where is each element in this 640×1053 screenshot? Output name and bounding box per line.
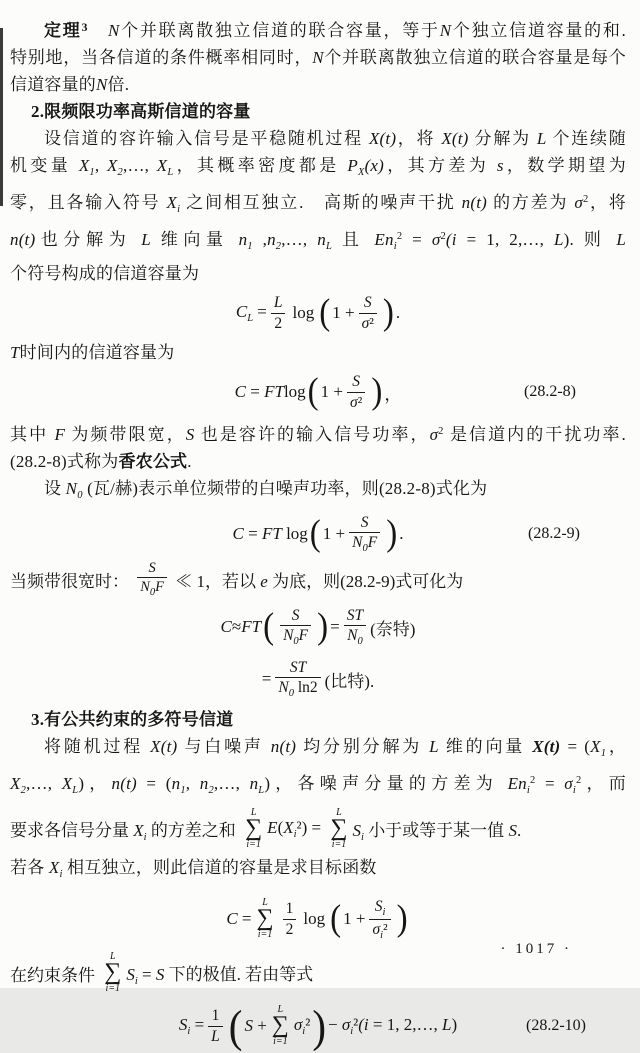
- equation-number: (28.2-10): [526, 1017, 586, 1035]
- fraction: [283, 899, 297, 939]
- fraction: [369, 897, 390, 942]
- left-paren: (: [307, 371, 319, 412]
- right-paren: ): [317, 606, 329, 647]
- fraction-numerator: S: [363, 294, 372, 312]
- formula-28-2-8: [10, 369, 626, 415]
- para2-line4: n(t)也分解为 L 维向量 $n_1$ $,n_2,\dots$, $n_L$ 且 $En_i^2 = \sigma^2(i = 1$, 2,…, L). 则 L: [10, 230, 627, 252]
- fraction-numerator: S: [352, 373, 361, 391]
- sum-upper-limit: L: [277, 1004, 284, 1016]
- sum-upper-limit: L: [250, 807, 257, 819]
- formula-tail: .: [395, 303, 401, 322]
- fraction: [347, 372, 365, 412]
- para2-line3: 零，且各输入符号 $X_i$ 之间相互独立. 高斯的噪声干扰 n(t) 的方差为 $\sigma^2$，将: [10, 193, 626, 215]
- line-text: $S_i$ 小于或等于某一值 S.: [352, 820, 522, 843]
- left-paren: (: [330, 898, 342, 939]
- fraction-numerator: L: [273, 294, 283, 312]
- sigma-icon: ∑: [104, 959, 122, 986]
- summation-symbol: [330, 808, 347, 850]
- theorem3-line1: 定理$^3$ N个并联离散独立信道的联合容量，等于N个独立信道容量的和.: [44, 20, 627, 40]
- formula-inner: 1 +: [343, 909, 366, 929]
- wideband-condition-line: [10, 559, 626, 599]
- right-paren: ): [382, 292, 394, 333]
- sigma-icon: ∑: [256, 905, 274, 932]
- formula-inner: S +: [244, 1016, 267, 1036]
- fraction-denominator: σ²: [347, 392, 365, 412]
- sigma-icon: ∑: [271, 1012, 289, 1039]
- line-text: 要求各信号分量 $X_i$ 的方差之和: [10, 820, 241, 843]
- log-operator: log: [292, 303, 315, 322]
- fraction-numerator: 1: [285, 900, 294, 918]
- right-paren: ): [312, 999, 326, 1052]
- line-text: ≪ 1，若以 e 为底，则(28.2-9)式可化为: [171, 571, 464, 591]
- theorem3-line3: 信道容量的N倍.: [10, 75, 130, 94]
- para3-line2-shannon: (28.2-8)式称为香农公式.: [10, 452, 192, 471]
- formula-lhs: C≈FT: [220, 617, 262, 637]
- line-text: 在约束条件: [10, 965, 100, 985]
- right-paren: ): [396, 898, 408, 939]
- summation-symbol: [272, 1005, 289, 1047]
- fraction-numerator: S: [360, 513, 369, 531]
- formula-inner: 1 +: [322, 524, 346, 543]
- fraction-numerator: 1: [211, 1007, 220, 1025]
- line-text: $S_i = S$ 下的极值. 若由等式: [126, 964, 314, 987]
- formula-tail: ，: [384, 384, 402, 404]
- fraction-denominator: $N_0F$: [280, 625, 311, 648]
- formula-lhs: C =: [226, 909, 252, 929]
- fraction: [349, 513, 380, 556]
- fraction: [344, 606, 366, 649]
- formula-tail: .: [399, 524, 404, 543]
- left-paren: (: [228, 999, 243, 1052]
- left-paren: (: [309, 513, 321, 554]
- fraction-numerator: ST: [289, 659, 307, 676]
- para5-line2: $X_2,\dots$, $X_L$)，$n(t) = (n_1$, $n_2,\dots$, $n_L$)，各噪声分量的方差为 $En_i^2 = \sigma_i^2$，而: [10, 774, 627, 797]
- fraction-numerator: S: [291, 607, 300, 624]
- summation-symbol: [257, 898, 274, 940]
- fraction-denominator: $N_0F$: [137, 577, 167, 599]
- fraction-denominator: $N_0F$: [349, 532, 380, 555]
- formula-lhs: C = FT log: [232, 524, 308, 543]
- equation-number: (28.2-8): [524, 383, 576, 400]
- fraction-denominator: $\sigma_i^2$: [369, 919, 390, 942]
- formula-post: − $\sigma_i^2(i = 1$, 2,…, L): [327, 1015, 458, 1038]
- fraction-denominator: L: [208, 1026, 223, 1046]
- sum-upper-limit: L: [262, 897, 268, 909]
- sigma-icon: ∑: [330, 815, 348, 842]
- section3-heading: 3.有公共约束的多符号信道: [31, 710, 234, 730]
- formula-lhs: =: [261, 669, 272, 689]
- left-paren: (: [263, 606, 275, 647]
- sum-argument: $\sigma_i^2$: [293, 1015, 311, 1038]
- para3-line1: 其中 F 为频带限宽，S 也是容许的输入信号功率，$\sigma^2$ 是信道内的干扰功率.: [10, 425, 626, 444]
- sum-lower-limit: i=1: [273, 1036, 288, 1048]
- fraction: [271, 293, 286, 333]
- formula-mid: =: [330, 617, 340, 637]
- fraction: [280, 606, 311, 649]
- sum-lower-limit: i=1: [246, 839, 261, 851]
- formula-capacity-objective: [10, 891, 626, 947]
- unit-label-nats: (奈特): [370, 619, 416, 639]
- fraction-numerator: S: [148, 560, 156, 576]
- line-t-duration: T时间内的信道容量为: [10, 343, 175, 362]
- sigma-icon: ∑: [245, 815, 263, 842]
- equation-number: (28.2-9): [528, 525, 580, 542]
- formula-28-2-9: [10, 512, 626, 556]
- formula-cl: [10, 290, 626, 336]
- formula-inner: 1 +: [332, 303, 355, 322]
- right-paren: ): [386, 513, 398, 554]
- formula-bits: [10, 655, 626, 703]
- section2-heading: 2.限频限功率高斯信道的容量: [31, 102, 251, 121]
- para2-line5: 个符号构成的信道容量为: [10, 264, 200, 283]
- summation-symbol: [104, 952, 121, 994]
- theorem3-line2: 特别地，当各信道的条件概率相同时，N个并联离散独立信道的联合容量是每个: [10, 48, 627, 67]
- sum-lower-limit: i=1: [105, 983, 121, 995]
- line-text: $E(X_i^2)$ =: [267, 818, 326, 841]
- formula-lhs: $S_i$ =: [178, 1015, 205, 1038]
- formula-approx-nats: [10, 602, 626, 652]
- left-paren: (: [319, 292, 331, 333]
- sum-upper-limit: L: [110, 951, 116, 963]
- formula-inner: 1 +: [320, 382, 344, 401]
- line-text: 当频带很宽时：: [10, 571, 134, 591]
- sum-upper-limit: L: [336, 807, 342, 819]
- para2-line1: 设信道的容许输入信号是平稳随机过程 X(t)，将 X(t) 分解为 L 个连续随: [44, 129, 627, 148]
- log-operator: log: [303, 909, 326, 929]
- fraction-denominator: 2: [283, 919, 297, 939]
- fraction-denominator: $N_0$: [344, 625, 366, 648]
- para5-line1: 将随机过程 X(t) 与白噪声 n(t) 均分别分解为 L 维的向量 $X(t) = (X_1$，: [44, 737, 627, 760]
- right-paren: ): [371, 371, 383, 412]
- sum-lower-limit: i=1: [257, 929, 273, 941]
- para6-line1: 若各 $X_i$ 相互独立，则此信道的容量是求目标函数: [10, 858, 377, 881]
- fraction: [208, 1006, 223, 1046]
- formula-28-2-10: [10, 999, 626, 1053]
- page-number: · 1017 ·: [500, 941, 572, 957]
- fraction-denominator: $N_0$ ln2: [275, 677, 320, 700]
- formula-lhs: C = FTlog: [234, 382, 306, 401]
- formula-lhs: $C_L$ =: [235, 302, 267, 324]
- fraction: [137, 559, 167, 599]
- para2-line2: 机变量 $X_1$, $X_2,\dots$, $X_L$，其概率密度都是 $P_X(x)$，其方差为 s，数学期望为: [10, 156, 626, 178]
- fraction-denominator: σ²: [359, 313, 377, 333]
- fraction-denominator: 2: [271, 313, 285, 333]
- variance-sum-line: [10, 807, 626, 851]
- fraction: [275, 658, 320, 701]
- para4-line1: 设 $N_0$ (瓦/赫)表示单位频带的白噪声功率，则(28.2-8)式化为: [44, 479, 488, 501]
- fraction: [359, 293, 377, 333]
- unit-label-bits: (比特).: [324, 671, 375, 691]
- fraction-numerator: ST: [346, 607, 364, 624]
- scan-artifact: [0, 28, 3, 206]
- sum-lower-limit: i=1: [331, 839, 347, 851]
- summation-symbol: [245, 808, 262, 850]
- fraction-numerator: $S_i$: [374, 897, 386, 918]
